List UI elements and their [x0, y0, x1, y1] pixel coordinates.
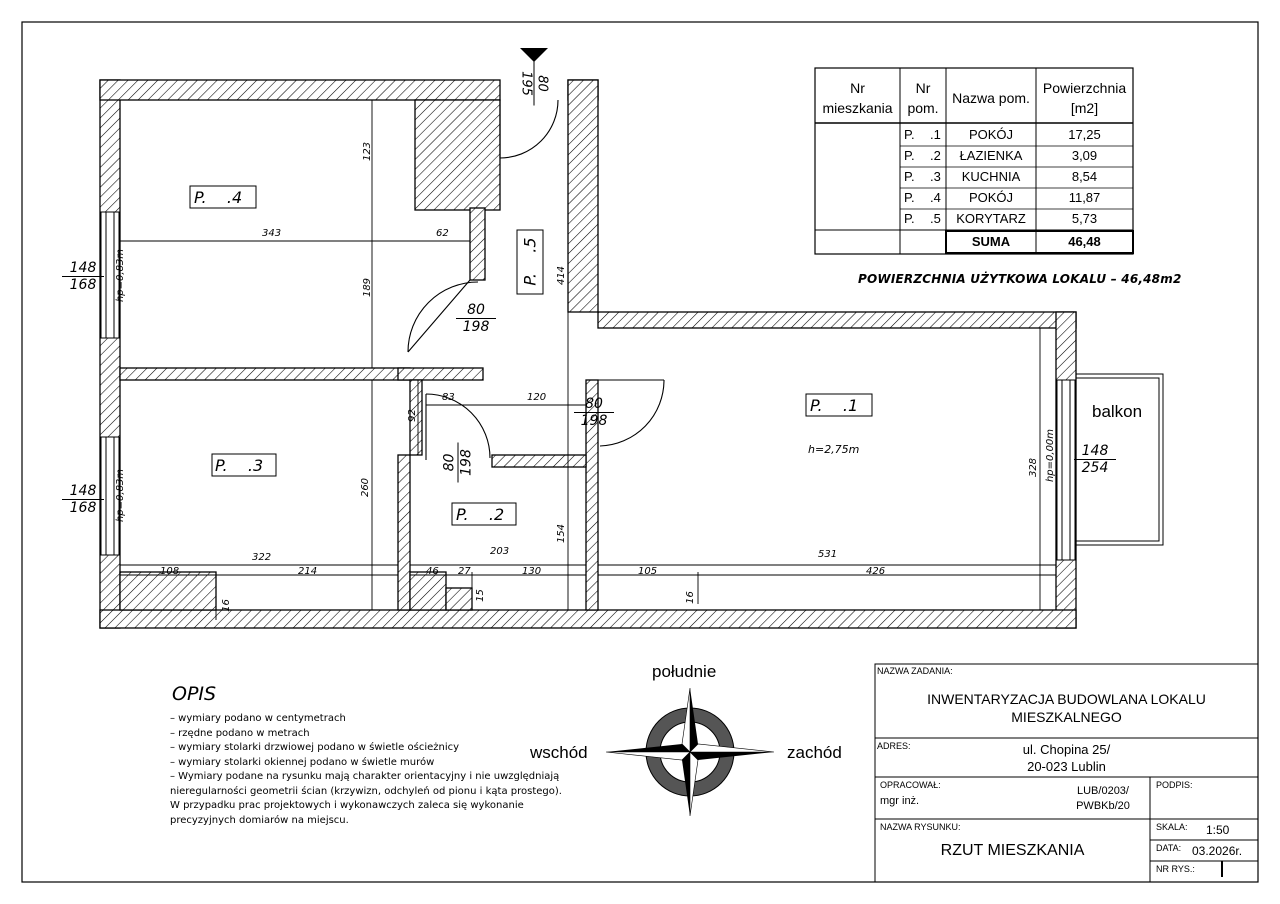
door-p1-dims: 80 198 — [574, 396, 614, 429]
door-p2-dims: 80 198 — [442, 443, 475, 483]
tb-scale-label: SKALA: — [1156, 822, 1188, 832]
compass-rose-icon — [606, 688, 774, 816]
dim-120: 120 — [527, 392, 547, 403]
dim-531: 531 — [818, 549, 838, 560]
dim-27: 27 — [458, 566, 471, 577]
door-entry-dims: 80 195 — [519, 62, 550, 106]
dim-130: 130 — [522, 566, 542, 577]
dim-322: 322 — [252, 552, 272, 563]
room-label-p1: P. .1 — [810, 396, 859, 415]
dim-414: 414 — [556, 265, 568, 286]
dim-46: 46 — [426, 566, 439, 577]
dim-203: 203 — [490, 546, 510, 557]
tb-prepared-label: OPRACOWAŁ: — [880, 780, 941, 790]
entry-arrow-icon — [520, 48, 548, 62]
dim-16a: 16 — [220, 599, 232, 612]
table-row: P. .5 KORYTARZ 5,73 — [904, 211, 1098, 226]
table-row: P. .2 ŁAZIENKA 3,09 — [904, 148, 1098, 163]
dim-426: 426 — [866, 566, 886, 577]
dim-15: 15 — [474, 589, 486, 602]
compass-east-label: wschód — [530, 743, 588, 762]
tb-drawing-label: NAZWA RYSUNKU: — [880, 822, 961, 832]
notes-title: OPIS — [172, 683, 217, 705]
tb-address-label: ADRES: — [877, 741, 911, 751]
tb-no-label: NR RYS.: — [1156, 864, 1195, 874]
dim-214: 214 — [298, 566, 318, 577]
table-row: P. .1 POKÓJ 17,25 — [904, 127, 1101, 142]
dim-108: 108 — [160, 566, 180, 577]
tb-date-label: DATA: — [1156, 843, 1182, 853]
door-p4-dims: 80 198 — [456, 302, 496, 335]
note-line: nieregularności geometrii ścian (krzywizn, odchyleń od pionu i kąta prostego). — [170, 785, 562, 797]
tb-code: LUB/0203/ PWBKb/20 — [1076, 785, 1130, 812]
balcony-label: balkon — [1092, 402, 1143, 421]
tb-date-value: 03.2026r. — [1192, 844, 1243, 858]
note-line: – wymiary stolarki okiennej podano w świetle murów — [170, 756, 435, 768]
dim-83: 83 — [442, 392, 455, 403]
table-sum-value: 46,48 — [1068, 234, 1101, 249]
table-sum-label: SUMA — [971, 234, 1011, 249]
note-line: precyzyjnych domiarów na miejscu. — [170, 814, 349, 826]
note-line: – wymiary podano w centymetrach — [170, 713, 346, 724]
table-header-nr-mieszkania: Nr mieszkania — [822, 80, 893, 116]
dim-16b: 16 — [684, 591, 696, 604]
dim-343: 343 — [262, 228, 282, 239]
dim-92: 92 — [406, 409, 418, 422]
window-upper-dims: 148 168 — [62, 260, 104, 293]
note-line: – Wymiary podane na rysunku mają charakter orientacyjny i nie uwzględniają — [170, 771, 560, 782]
dim-62: 62 — [436, 228, 449, 239]
table-header-nr-pom: Nr pom. — [907, 80, 939, 116]
tb-sign-label: PODPIS: — [1156, 780, 1193, 790]
window-upper-hp: hp=0,83m — [115, 248, 127, 303]
note-line: – rzędne podano w metrach — [170, 727, 310, 739]
dim-154: 154 — [556, 523, 568, 544]
room-label-p3: P. .3 — [215, 456, 264, 475]
room-label-p5: P. .5 — [520, 237, 540, 286]
compass-south-label: południe — [652, 662, 717, 681]
usable-area-caption: POWIERZCHNIA UŻYTKOWA LOKALU – 46,48m2 — [858, 272, 1182, 286]
room-height: h=2,75m — [808, 443, 860, 456]
table-rows — [900, 125, 1133, 230]
dim-328: 328 — [1028, 457, 1040, 478]
dim-105: 105 — [638, 566, 658, 577]
tb-scale-value: 1:50 — [1206, 823, 1230, 837]
table-header-nazwa: Nazwa pom. — [952, 90, 1030, 106]
window-balcony-hp: hp=0,00m — [1045, 428, 1057, 483]
compass-west-label: zachód — [787, 743, 842, 762]
tb-drawing-value: RZUT MIESZKANIA — [940, 842, 1085, 859]
tb-address-value: ul. Chopina 25/ 20-023 Lublin — [1022, 742, 1111, 774]
tb-task-value: INWENTARYZACJA BUDOWLANA LOKALU MIESZKALNEGO — [927, 691, 1206, 725]
note-line: – wymiary stolarki drzwiowej podano w świetle ościeżnicy — [170, 742, 460, 753]
room-label-p4: P. .4 — [194, 188, 243, 207]
table-row: P. .3 KUCHNIA 8,54 — [904, 169, 1098, 184]
dim-123: 123 — [362, 141, 374, 162]
window-lower-hp: hp=0,83m — [115, 468, 127, 523]
tb-task-label: NAZWA ZADANIA: — [877, 666, 953, 676]
window-lower-dims: 148 168 — [62, 483, 104, 516]
window-balcony-dims: 148 254 — [1074, 443, 1116, 476]
dim-189: 189 — [362, 277, 374, 298]
table-header-area: Powierzchnia [m2] — [1042, 80, 1127, 116]
note-line: W przypadku prac projektowych i wykonawczych zaleca się wykonanie — [170, 800, 524, 811]
notes-list — [170, 712, 562, 828]
tb-prepared-value: mgr inż. — [880, 795, 920, 807]
dim-260: 260 — [360, 477, 372, 498]
room-label-p2: P. .2 — [456, 505, 505, 524]
table-row: P. .4 POKÓJ 11,87 — [904, 190, 1101, 205]
